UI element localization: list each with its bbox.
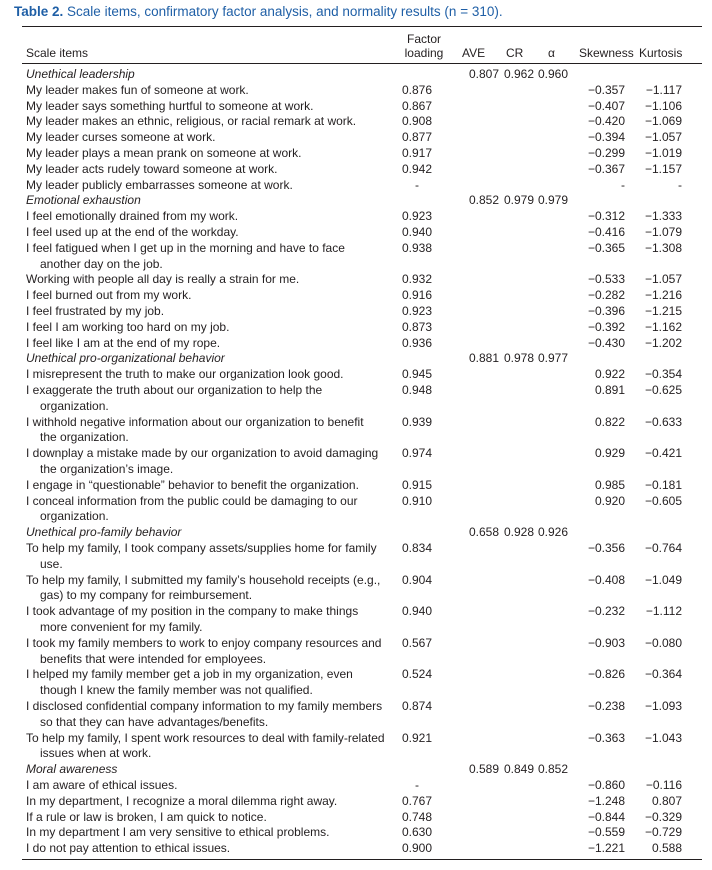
factor-loading-value: 0.923 xyxy=(401,304,433,318)
skewness-value: −0.420 xyxy=(587,114,625,129)
group-ave: 0.589 xyxy=(468,762,499,777)
factor-loading-value: 0.900 xyxy=(401,841,433,856)
scale-item-text xyxy=(26,794,398,810)
skewness-value: −0.407 xyxy=(587,98,625,113)
scale-item-text xyxy=(26,83,398,99)
group-name: Moral awareness xyxy=(26,762,118,777)
skewness-value: 0.822 xyxy=(594,414,625,429)
skewness-value: −0.826 xyxy=(587,667,625,682)
scale-item-line: gas) to my company for reimbursement. xyxy=(40,588,253,603)
skewness-value: −0.357 xyxy=(587,82,625,97)
factor-loading-value: 0.877 xyxy=(401,130,433,145)
scale-item-text xyxy=(26,336,398,352)
scale-item-line: My leader says something hurtful to someone at work. xyxy=(26,98,314,113)
scale-item-text xyxy=(26,178,398,194)
scale-item-line: use. xyxy=(40,556,63,571)
factor-loading-value: 0.748 xyxy=(401,809,433,824)
group-ave: 0.881 xyxy=(468,351,499,366)
skewness-value: −0.365 xyxy=(587,240,625,255)
factor-loading-value: - xyxy=(415,778,419,792)
scale-item-text xyxy=(26,288,398,304)
kurtosis-value: −1.162 xyxy=(644,319,682,334)
skewness-value: −0.363 xyxy=(587,730,625,745)
group-ave: 0.807 xyxy=(468,67,499,81)
scale-item-line: My leader makes fun of someone at work. xyxy=(26,82,249,97)
factor-loading-value: 0.767 xyxy=(401,793,433,808)
skewness-value: −0.238 xyxy=(587,699,625,713)
group-alpha: 0.926 xyxy=(537,525,568,540)
skewness-value: −0.408 xyxy=(587,572,625,587)
scale-item-line: another day on the job. xyxy=(40,256,163,271)
kurtosis-value: −0.181 xyxy=(644,477,682,492)
scale-item-line: I feel emotionally drained from my work. xyxy=(26,209,239,224)
kurtosis-value: −0.633 xyxy=(644,414,682,429)
header-factor-loading-line1: Factor xyxy=(406,32,441,46)
skewness-value: 0.985 xyxy=(594,477,625,492)
header-cr: CR xyxy=(506,46,524,60)
kurtosis-value: −1.216 xyxy=(644,288,682,303)
header-factor-loading xyxy=(393,32,455,60)
group-alpha: 0.960 xyxy=(537,67,568,81)
kurtosis-value: −1.043 xyxy=(644,730,682,745)
group-cr: 0.962 xyxy=(503,67,534,81)
factor-loading-value: 0.876 xyxy=(401,82,433,97)
group-cr: 0.928 xyxy=(503,525,534,540)
scale-item-line: I do not pay attention to ethical issues. xyxy=(26,841,231,856)
kurtosis-value: −1.333 xyxy=(644,209,682,224)
scale-item-text xyxy=(26,146,398,162)
skewness-value: −0.232 xyxy=(587,604,625,619)
group-cr: 0.978 xyxy=(503,351,534,366)
scale-item-line: I engage in “questionable” behavior to benefit the organization. xyxy=(26,477,359,492)
scale-item-line: the organization. xyxy=(40,430,129,445)
scale-item-text xyxy=(26,446,398,478)
skewness-value: −0.559 xyxy=(587,825,625,840)
factor-loading-value: 0.630 xyxy=(401,825,433,840)
scale-item-text xyxy=(26,636,398,668)
scale-item-line: benefits that were intended for employees. xyxy=(40,651,267,666)
scale-item-line: My leader makes an ethnic, religious, or racial remark at work. xyxy=(26,114,357,129)
kurtosis-value: −1.069 xyxy=(644,114,682,129)
scale-item-text xyxy=(26,304,398,320)
scale-item-line: In my department, I recognize a moral dilemma right away. xyxy=(26,793,338,808)
scale-item-text xyxy=(26,699,398,731)
kurtosis-value: - xyxy=(678,177,682,192)
kurtosis-value: −1.019 xyxy=(644,146,682,160)
scale-item-line: In my department I am very sensitive to ethical problems. xyxy=(26,825,330,840)
skewness-value: −0.312 xyxy=(587,209,625,224)
group-ave: 0.852 xyxy=(468,193,499,208)
scale-item-line: I feel used up at the end of the workday. xyxy=(26,225,239,239)
kurtosis-value: −0.764 xyxy=(644,541,682,555)
factor-loading-value: 0.923 xyxy=(401,209,433,224)
scale-item-line: If a rule or law is broken, I am quick to notice. xyxy=(26,809,267,824)
group-cr: 0.979 xyxy=(503,193,534,208)
factor-loading-value: 0.873 xyxy=(401,319,433,334)
scale-item-text xyxy=(26,731,398,763)
group-name: Emotional exhaustion xyxy=(26,193,141,208)
skewness-value: −0.396 xyxy=(587,304,625,318)
kurtosis-value: −1.049 xyxy=(644,572,682,587)
factor-loading-value: 0.834 xyxy=(401,541,433,555)
scale-item-line: I disclosed confidential company information to my family members xyxy=(26,699,383,713)
scale-item-text xyxy=(26,494,398,526)
skewness-value: −0.356 xyxy=(587,541,625,555)
skewness-value: −0.392 xyxy=(587,319,625,334)
scale-item-text xyxy=(26,320,398,336)
kurtosis-value: −0.625 xyxy=(644,383,682,397)
kurtosis-value: −1.106 xyxy=(644,98,682,113)
group-ave: 0.658 xyxy=(468,525,499,540)
factor-loading-value: 0.948 xyxy=(401,383,433,397)
scale-item-text xyxy=(26,778,398,794)
scale-item-line: My leader plays a mean prank on someone at work. xyxy=(26,146,302,160)
table-label: Table 2. xyxy=(14,4,64,19)
table-caption xyxy=(14,4,503,19)
scale-item-line: though I knew the family member was not qualified. xyxy=(40,683,313,698)
group-name: Unethical pro-family behavior xyxy=(26,525,182,540)
header-alpha: α xyxy=(548,46,555,60)
scale-item-text xyxy=(26,478,398,494)
scale-item-line: I feel frustrated by my job. xyxy=(26,304,165,318)
factor-loading-value: 0.945 xyxy=(401,367,433,382)
scale-item-line: I feel burned out from my work. xyxy=(26,288,192,303)
scale-item-text xyxy=(26,825,398,841)
scale-item-text xyxy=(26,130,398,146)
factor-loading-value: 0.567 xyxy=(401,635,433,650)
kurtosis-value: −1.093 xyxy=(644,699,682,713)
group-name: Unethical leadership xyxy=(26,67,135,81)
scale-item-line: I feel fatigued when I get up in the morning and have to face xyxy=(26,240,345,255)
factor-loading-value: 0.867 xyxy=(401,98,433,113)
scale-item-line: I misrepresent the truth to make our organization look good. xyxy=(26,367,344,382)
factor-loading-value: 0.874 xyxy=(401,699,433,713)
header-scale-items: Scale items xyxy=(26,46,89,60)
factor-loading-value: 0.904 xyxy=(401,572,433,587)
scale-item-text xyxy=(26,383,398,415)
bottom-rule xyxy=(22,859,702,860)
kurtosis-value: −1.079 xyxy=(644,225,682,239)
scale-item-line: My leader publicly embarrasses someone at work. xyxy=(26,177,293,192)
kurtosis-value: 0.588 xyxy=(651,841,682,856)
scale-item-line: To help my family, I spent work resources to deal with family-related xyxy=(26,730,385,745)
skewness-value: −0.533 xyxy=(587,272,625,287)
scale-item-text xyxy=(26,573,398,605)
factor-loading-value: 0.524 xyxy=(401,667,433,682)
scale-item-line: so that they can have advantages/benefits. xyxy=(40,714,269,729)
kurtosis-value: −0.116 xyxy=(645,778,682,792)
scale-item-text xyxy=(26,667,398,699)
skewness-value: −1.221 xyxy=(587,841,625,856)
scale-item-line: Working with people all day is really a strain for me. xyxy=(26,272,300,287)
scale-item-line: I conceal information from the public could be damaging to our xyxy=(26,493,358,508)
scale-item-text xyxy=(26,415,398,447)
factor-loading-value: 0.942 xyxy=(401,161,433,176)
scale-item-text xyxy=(26,541,398,573)
scale-item-line: To help my family, I submitted my family’s household receipts (e.g., xyxy=(26,572,381,587)
scale-item-line: I took advantage of my position in the company to make things xyxy=(26,604,359,619)
factor-loading-value: 0.908 xyxy=(401,114,433,129)
factor-loading-value: 0.938 xyxy=(401,240,433,255)
skewness-value: 0.920 xyxy=(594,493,625,508)
kurtosis-value: −0.080 xyxy=(644,635,682,650)
skewness-value: −0.416 xyxy=(587,225,625,239)
scale-item-line: I withhold negative information about our organization to benefit xyxy=(26,414,364,429)
skewness-value: −0.860 xyxy=(587,778,625,792)
scale-item-line: I feel like I am at the end of my rope. xyxy=(26,335,221,350)
skewness-value: 0.891 xyxy=(594,383,625,397)
kurtosis-value: −1.308 xyxy=(644,240,682,255)
skewness-value: −0.903 xyxy=(587,635,625,650)
scale-item-text xyxy=(26,99,398,115)
scale-item-line: I am aware of ethical issues. xyxy=(26,778,178,792)
scale-item-line: issues when at work. xyxy=(40,746,152,761)
factor-loading-value: 0.940 xyxy=(401,604,433,619)
skewness-value: −0.299 xyxy=(587,146,625,160)
kurtosis-value: −0.605 xyxy=(644,493,682,508)
skewness-value: −0.394 xyxy=(587,130,625,145)
scale-item-line: My leader curses someone at work. xyxy=(26,130,216,145)
scale-item-text xyxy=(26,367,398,383)
kurtosis-value: −0.329 xyxy=(644,809,682,824)
factor-loading-value: 0.940 xyxy=(401,225,433,239)
factor-loading-value: 0.936 xyxy=(401,335,433,350)
factor-loading-value: 0.916 xyxy=(401,288,433,303)
skewness-value: −1.248 xyxy=(587,793,625,808)
header-factor-loading-line2: loading xyxy=(404,46,444,60)
header-rule xyxy=(22,63,702,64)
skewness-value: 0.929 xyxy=(594,446,625,461)
skewness-value: −0.367 xyxy=(587,161,625,176)
scale-item-text xyxy=(26,225,398,241)
group-alpha: 0.977 xyxy=(537,351,568,366)
scale-item-text xyxy=(26,841,398,857)
skewness-value: −0.844 xyxy=(587,809,625,824)
scale-item-text xyxy=(26,162,398,178)
top-rule xyxy=(22,26,702,27)
scale-item-text xyxy=(26,272,398,288)
factor-loading-value: 0.917 xyxy=(401,146,433,160)
factor-loading-value: 0.974 xyxy=(401,446,433,461)
scale-item-line: I downplay a mistake made by our organization to avoid damaging xyxy=(26,446,379,461)
kurtosis-value: −1.215 xyxy=(644,304,682,318)
skewness-value: - xyxy=(621,177,625,192)
scale-item-text xyxy=(26,114,398,130)
kurtosis-value: −1.057 xyxy=(644,130,682,145)
kurtosis-value: −1.202 xyxy=(644,335,682,350)
skewness-value: 0.922 xyxy=(594,367,625,382)
scale-item-line: organization. xyxy=(40,398,109,413)
table-title: Scale items, confirmatory factor analysis, and normality results (n = 310). xyxy=(67,4,503,19)
factor-loading-value: 0.915 xyxy=(401,477,433,492)
scale-item-text xyxy=(26,241,398,273)
scale-item-line: I exaggerate the truth about our organization to help the xyxy=(26,383,323,397)
factor-loading-value: 0.932 xyxy=(401,272,433,287)
header-skewness: Skewness xyxy=(579,46,634,60)
group-name: Unethical pro-organizational behavior xyxy=(26,351,225,366)
scale-item-line: My leader acts rudely toward someone at work. xyxy=(26,161,278,176)
factor-loading-value: 0.939 xyxy=(401,414,433,429)
factor-loading-value: 0.910 xyxy=(401,493,433,508)
scale-item-line: I helped my family member get a job in my organization, even xyxy=(26,667,353,682)
scale-item-line: organization. xyxy=(40,509,109,524)
scale-item-text xyxy=(26,810,398,826)
kurtosis-value: −1.112 xyxy=(645,604,682,619)
factor-loading-value: 0.921 xyxy=(401,730,433,745)
group-cr: 0.849 xyxy=(503,762,534,777)
kurtosis-value: −0.354 xyxy=(644,367,682,382)
kurtosis-value: −1.117 xyxy=(645,82,682,97)
scale-item-line: the organization’s image. xyxy=(40,461,174,476)
skewness-value: −0.430 xyxy=(587,335,625,350)
scale-item-line: I took my family members to work to enjoy company resources and xyxy=(26,635,382,650)
group-alpha: 0.852 xyxy=(537,762,568,777)
skewness-value: −0.282 xyxy=(587,288,625,303)
scale-item-line: more convenient for my family. xyxy=(40,619,203,634)
scale-item-text xyxy=(26,209,398,225)
kurtosis-value: −0.421 xyxy=(644,446,682,461)
scale-item-text xyxy=(26,604,398,636)
kurtosis-value: 0.807 xyxy=(651,793,682,808)
kurtosis-value: −0.729 xyxy=(644,825,682,840)
kurtosis-value: −0.364 xyxy=(644,667,682,682)
header-ave: AVE xyxy=(462,46,486,60)
kurtosis-value: −1.157 xyxy=(644,161,682,176)
scale-item-line: I feel I am working too hard on my job. xyxy=(26,319,230,334)
kurtosis-value: −1.057 xyxy=(644,272,682,287)
factor-loading-value: - xyxy=(415,177,419,192)
group-alpha: 0.979 xyxy=(537,193,568,208)
header-kurtosis: Kurtosis xyxy=(639,46,683,60)
scale-item-line: To help my family, I took company assets/supplies home for family xyxy=(26,541,377,555)
